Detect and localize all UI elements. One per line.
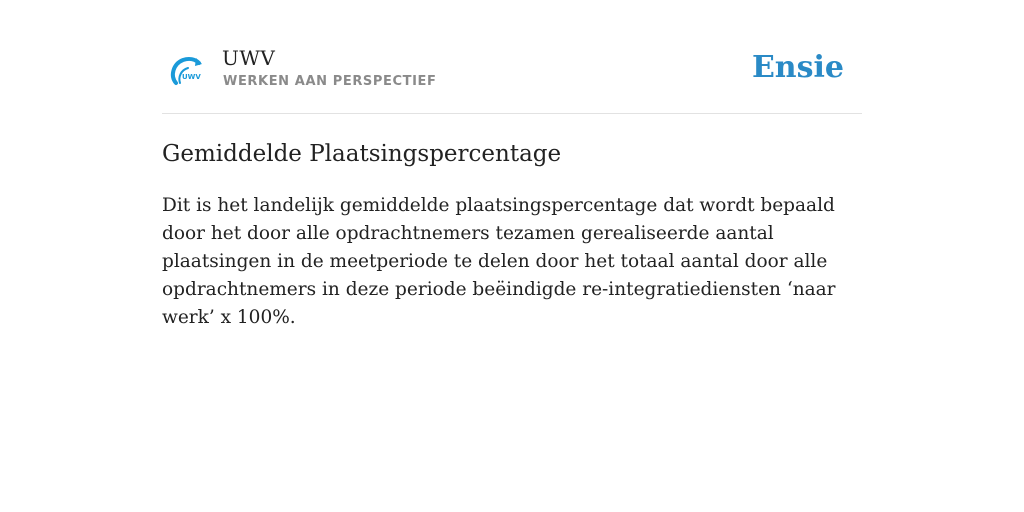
uwv-logo-icon[interactable]: [169, 55, 205, 87]
page-title: Gemiddelde Plaatsingspercentage: [162, 141, 562, 167]
brand-title: UWV: [222, 46, 276, 70]
main-content: [162, 114, 862, 332]
header: [162, 0, 862, 114]
svg-text:UWV: UWV: [182, 73, 201, 81]
site-logo-link[interactable]: Ensie: [751, 50, 844, 85]
page: [162, 0, 862, 332]
definition-text: Dit is het landelijk gemiddelde plaatsingspercentage dat wordt bepaald door het door alle opdrachtnemers tezamen gerealiseerde aantal plaatsingen in de meetperiode te delen door het totaal aantal door alle opdrachtnemers in deze periode beëindigde re-integratiediensten ‘naar werk’ x 100%.: [162, 195, 836, 328]
brand-subtitle: WERKEN AAN PERSPECTIEF: [223, 74, 437, 89]
